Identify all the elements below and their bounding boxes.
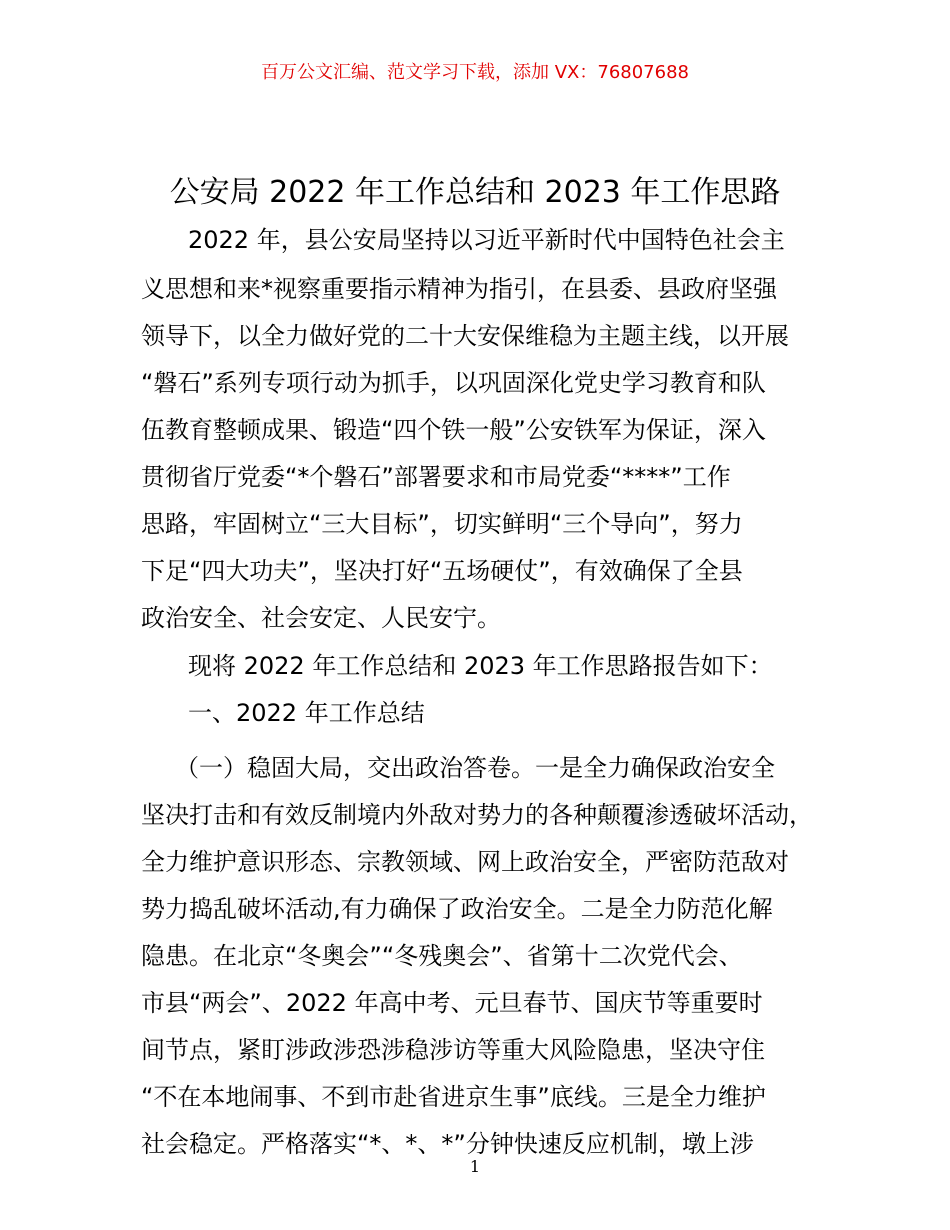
paragraph-line: 思路，牢固树立“三大目标”，切实鲜明“三个导向”，努力 (141, 510, 743, 538)
paragraph-line: “不在本地闹事、不到市赴省进京生事”底线。三是全力维护 (141, 1083, 766, 1111)
paragraph-line: “磐石”系列专项行动为抓手，以巩固深化党史学习教育和队 (141, 369, 766, 397)
paragraph-line: 贯彻省厅党委“*个磐石”部署要求和市局党委“****”工作 (141, 463, 731, 491)
header-watermark-note: 百万公文汇编、范文学习下载，添加 VX：76807688 (261, 62, 689, 83)
section-heading: 一、2022 年工作总结 (188, 699, 425, 727)
paragraph-line: 现将 2022 年工作总结和 2023 年工作思路报告如下： (188, 652, 773, 680)
page-number: 1 (469, 1157, 481, 1176)
paragraph-line: 领导下，以全力做好党的二十大安保维稳为主题主线，以开展 (141, 322, 789, 350)
paragraph-line: （一）稳固大局，交出政治答卷。一是全力确保政治安全 (175, 754, 775, 782)
paragraph-line: 社会稳定。严格落实“*、*、*”分钟快速反应机制，墩上涉 (141, 1130, 754, 1158)
paragraph-line: 隐患。在北京“冬奥会”“冬残奥会”、省第十二次党代会、 (141, 942, 743, 970)
paragraph-line: 下足“四大功夫”，坚决打好“五场硬仗”，有效确保了全县 (141, 557, 743, 585)
paragraph-line: 市县“两会”、2022 年高中考、元旦春节、国庆节等重要时 (141, 989, 763, 1017)
paragraph-line: 势力捣乱破坏活动,有力确保了政治安全。二是全力防范化解 (141, 895, 773, 923)
paragraph-line: 伍教育整顿成果、锻造“四个铁一般”公安铁军为保证，深入 (141, 416, 766, 444)
paragraph-line: 2022 年，县公安局坚持以习近平新时代中国特色社会主 (188, 226, 785, 254)
paragraph-line: 义思想和来*视察重要指示精神为指引，在县委、县政府坚强 (141, 275, 777, 303)
paragraph-line: 全力维护意识形态、宗教领域、网上政治安全，严密防范敌对 (141, 848, 789, 876)
paragraph-line: 坚决打击和有效反制境内外敌对势力的各种颠覆渗透破坏活动， (141, 801, 813, 829)
paragraph-line: 间节点，紧盯涉政涉恐涉稳涉访等重大风险隐患，坚决守住 (141, 1036, 765, 1064)
paragraph-line: 政治安全、社会安定、人民安宁。 (141, 604, 501, 632)
document-title: 公安局 2022 年工作总结和 2023 年工作思路 (169, 175, 781, 210)
